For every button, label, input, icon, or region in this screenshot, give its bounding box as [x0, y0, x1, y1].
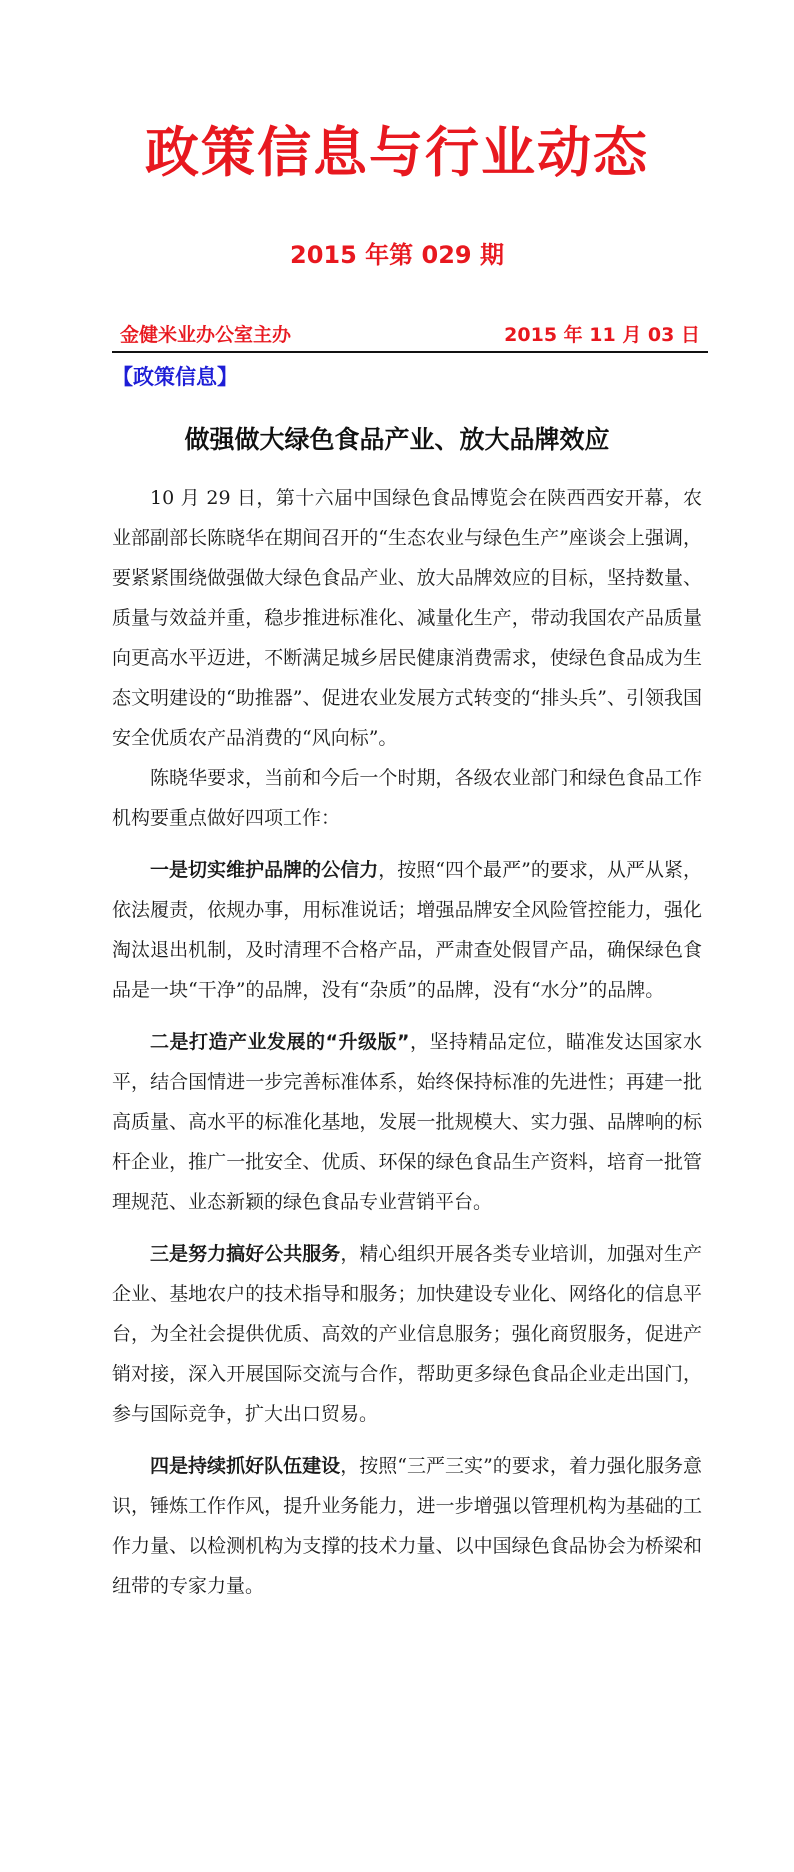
point-text: ，坚持精品定位，瞄准发达国家水平，结合国情进一步完善标准体系，始终保持标准的先进性；再建一批高质量、高水平的标准化基地，发展一批规模大、实力强、品牌响的标杆企业，推广一批安全、优质、环保的绿色食品生产资料，培育一批管理规范、业态新颖的绿色食品专业营销平台。: [112, 1031, 702, 1213]
point-text: ，按照“四个最严”的要求，从严从紧，依法履责，依规办事，用标准说话；增强品牌安全风险管控能力，强化淘汰退出机制，及时清理不合格产品，严肃查处假冒产品，确保绿色食品是一块“干净”的品牌，没有“杂质”的品牌，没有“水分”的品牌。: [112, 859, 702, 1001]
issue-number: 2015 年第 029 期: [290, 241, 504, 269]
sponsor-row: [112, 318, 708, 352]
point-paragraph: [112, 1234, 702, 1434]
intro-paragraph: 10 月 29 日，第十六届中国绿色食品博览会在陕西西安开幕，农业部副部长陈晓华在期间召开的“生态农业与绿色生产”座谈会上强调，要紧紧围绕做强做大绿色食品产业、放大品牌效应的目标，坚持数量、质量与效益并重，稳步推进标准化、减量化生产，带动我国农产品质量向更高水平迈进，不断满足城乡居民健康消费需求，使绿色食品成为生态文明建设的“助推器”、促进农业发展方式转变的“排头兵”、引领我国安全优质农产品消费的“风向标”。: [112, 487, 702, 749]
point-paragraph: [112, 1446, 702, 1606]
point-paragraph: [112, 850, 702, 1010]
article-title: 做强做大绿色食品产业、放大品牌效应: [184, 425, 610, 454]
point-text: ，按照“三严三实”的要求，着力强化服务意识，锤炼工作作风，提升业务能力，进一步增强以管理机构为基础的工作力量、以检测机构为支撑的技术力量、以中国绿色食品协会为桥梁和纽带的专家力量。: [112, 1455, 702, 1597]
point-lead: 二是打造产业发展的“升级版”: [150, 1031, 410, 1053]
header-divider: [112, 351, 708, 353]
section-tag: 【政策信息】: [112, 365, 238, 389]
point-lead: 四是持续抓好队伍建设: [150, 1455, 341, 1477]
newsletter-title: 政策信息与行业动态: [145, 121, 649, 184]
point-paragraph: [112, 1022, 702, 1222]
publish-date: 2015 年 11 月 03 日: [504, 324, 700, 346]
sponsor-text: 金健米业办公室主办: [120, 324, 292, 346]
article-body: [112, 478, 702, 1618]
point-lead: 三是努力搞好公共服务: [150, 1243, 341, 1265]
point-text: ，精心组织开展各类专业培训，加强对生产企业、基地农户的技术指导和服务；加快建设专业化、网络化的信息平台，为全社会提供优质、高效的产业信息服务；强化商贸服务，促进产销对接，深入开展国际交流与合作，帮助更多绿色食品企业走出国门，参与国际竞争，扩大出口贸易。: [112, 1243, 702, 1425]
requirement-paragraph: 陈晓华要求，当前和今后一个时期，各级农业部门和绿色食品工作机构要重点做好四项工作：: [112, 767, 702, 829]
point-lead: 一是切实维护品牌的公信力: [150, 859, 379, 881]
